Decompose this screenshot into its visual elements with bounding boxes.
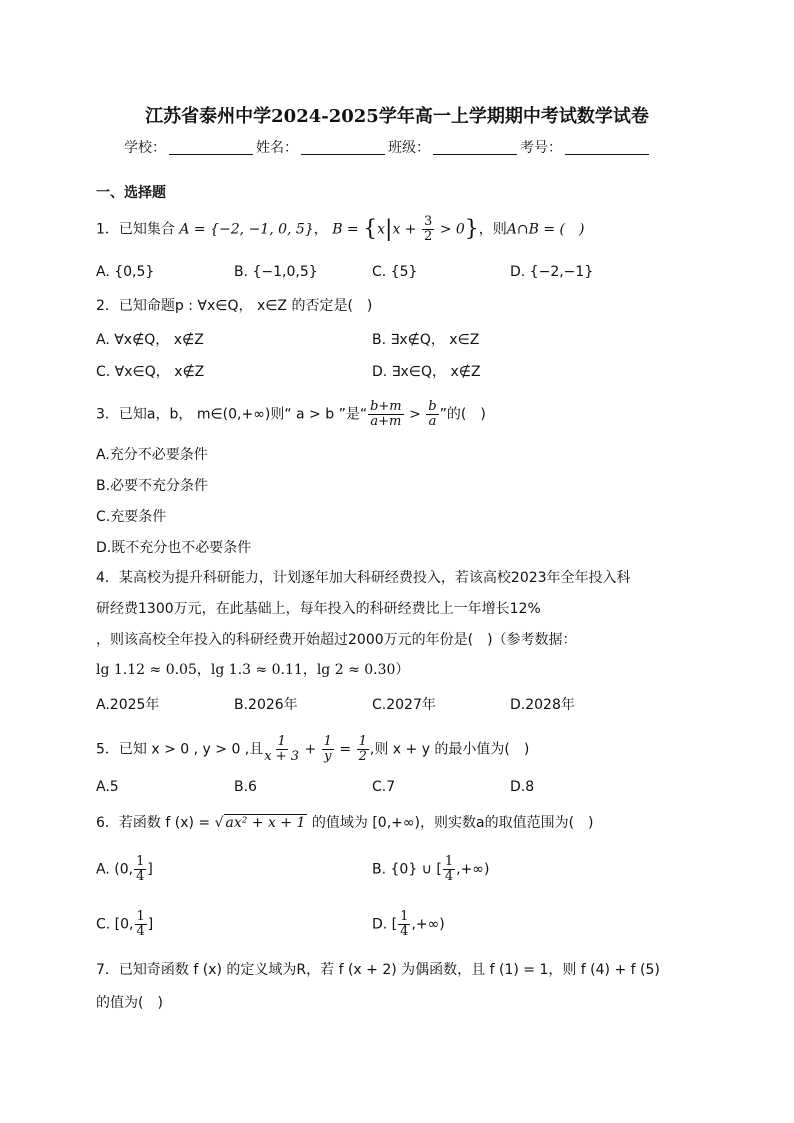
q5-post: ,则 x + y 的最小值为( ) — [369, 741, 530, 758]
q6-option-c[interactable]: C. [0, $\frac{1}{4}$ ] — [96, 909, 154, 939]
q6-option-d[interactable]: D. [ $\frac{1}{4}$ ,+∞) — [372, 909, 445, 939]
page-title: 江苏省泰州中学2024-2025学年高一上学期期中考试数学试卷 — [145, 106, 649, 127]
school-blank[interactable] — [169, 140, 253, 155]
question-7-line-1: 7．已知奇函数 f (x) 的定义域为R，若 f (x + 2) 为偶函数，且 f (1) = 1，则 f (4) + f (5) — [96, 962, 660, 978]
bar-icon: | — [385, 216, 393, 242]
question-4-line-2: 研经费1300万元，在此基础上，每年投入的科研经费比上一年增长12% — [96, 601, 541, 617]
question-4-line-1: 4．某高校为提升科研能力，计划逐年加大科研经费投入，若该高校2023年全年投入科 — [96, 570, 631, 586]
name-blank[interactable] — [301, 140, 385, 155]
q6-option-a[interactable]: A. (0, $\frac{1}{4}$ ] — [96, 854, 153, 884]
question-7-line-2: 的值为( ) — [96, 995, 163, 1011]
question-4-line-4: lg 1.12 ≈ 0.05，lg 1.3 ≈ 0.11，lg 2 ≈ 0.30） — [96, 662, 410, 678]
q2-option-a[interactable]: A. ∀x∉Q， x∉Z — [96, 332, 204, 348]
q2-option-b[interactable]: B. ∃x∉Q， x∈Z — [372, 332, 480, 348]
q5-text: 5．已知 x > 0 , y > 0 ,且 — [96, 741, 264, 758]
fraction: $\frac{b}{a}$ — [428, 399, 437, 429]
number-label: 考号： — [520, 140, 562, 156]
q6-text: 6．若函数 f (x) = — [96, 815, 215, 831]
q1-option-d[interactable]: D. {−2,−1} — [510, 264, 594, 280]
q2-option-d[interactable]: D. ∃x∈Q， x∉Z — [372, 364, 481, 380]
student-info-line — [124, 137, 652, 157]
fraction: $\frac{3}{2}$ — [423, 214, 433, 244]
q6-post: 的值域为 [0,+∞)，则实数a的取值范围为( ) — [307, 815, 594, 831]
set-b-var: x — [377, 221, 386, 238]
question-1 — [96, 215, 584, 244]
q1-post: ，则 — [478, 221, 507, 238]
question-4-line-3: ，则该高校全年投入的科研经费开始超过2000万元的年份是( )（参考数据： — [96, 632, 577, 648]
question-6 — [96, 814, 594, 832]
set-a: A = {−2, −1, 0, 5} — [179, 221, 314, 238]
set-b-label: B = — [332, 221, 364, 238]
q4-option-d[interactable]: D.2028年 — [510, 697, 575, 713]
q5-option-c[interactable]: C.7 — [372, 779, 396, 795]
right-brace-icon: } — [464, 216, 479, 242]
q3-option-d[interactable]: D.既不充分也不必要条件 — [96, 540, 252, 556]
question-3 — [96, 400, 486, 429]
question-2: 2．已知命题p : ∀x∈Q， x∈Z 的否定是( ) — [96, 298, 373, 314]
q5-eq: = — [334, 741, 356, 758]
set-b-expr-post: > 0 — [435, 221, 465, 238]
question-number: 1． — [96, 221, 119, 238]
q4-option-b[interactable]: B.2026年 — [234, 697, 298, 713]
number-blank[interactable] — [565, 140, 649, 155]
school-label: 学校： — [124, 140, 166, 156]
class-label: 班级： — [388, 140, 430, 156]
q4-option-a[interactable]: A.2025年 — [96, 697, 160, 713]
q3-option-b[interactable]: B.必要不充分条件 — [96, 478, 209, 494]
q5-option-b[interactable]: B.6 — [234, 779, 257, 795]
q2-option-c[interactable]: C. ∀x∈Q， x∉Z — [96, 364, 205, 380]
q3-text: 3．已知a，b， m∈(0,+∞)则“ a > b ”是“ — [96, 406, 368, 423]
fraction: $\frac{b+m}{a+m}$ — [370, 399, 402, 429]
q1-ask: A∩B = ( ) — [506, 221, 585, 238]
fraction: $\frac{1}{x + 3}$ — [264, 734, 300, 764]
q1-sep: ， — [313, 221, 328, 238]
set-b-expr: x + — [392, 221, 421, 238]
question-5 — [96, 735, 529, 764]
sqrt-icon: √ — [214, 815, 224, 831]
q5-option-d[interactable]: D.8 — [510, 779, 535, 795]
q4-option-c[interactable]: C.2027年 — [372, 697, 436, 713]
q5-option-a[interactable]: A.5 — [96, 779, 119, 795]
q3-option-a[interactable]: A.充分不必要条件 — [96, 447, 208, 463]
q3-option-c[interactable]: C.充要条件 — [96, 509, 167, 525]
q3-gt: > — [404, 406, 426, 423]
q6-option-b[interactable]: B. {0} ∪ [ $\frac{1}{4}$ ,+∞) — [372, 854, 490, 884]
fraction: $\frac{1}{2}$ — [358, 734, 367, 764]
section-heading: 一、选择题 — [96, 185, 166, 201]
q1-option-a[interactable]: A. {0,5} — [96, 264, 155, 280]
fraction: $\frac{1}{y}$ — [323, 734, 332, 764]
q1-option-b[interactable]: B. {−1,0,5} — [234, 264, 318, 280]
q1-option-c[interactable]: C. {5} — [372, 264, 418, 280]
q3-post: ”的( ) — [439, 406, 486, 423]
class-blank[interactable] — [433, 140, 517, 155]
q6-radicand: ax² + x + 1 — [225, 815, 306, 831]
q5-plus: + — [300, 741, 321, 758]
left-brace-icon: { — [363, 216, 378, 242]
q1-text: 已知集合 — [118, 221, 175, 238]
name-label: 姓名： — [256, 140, 298, 156]
